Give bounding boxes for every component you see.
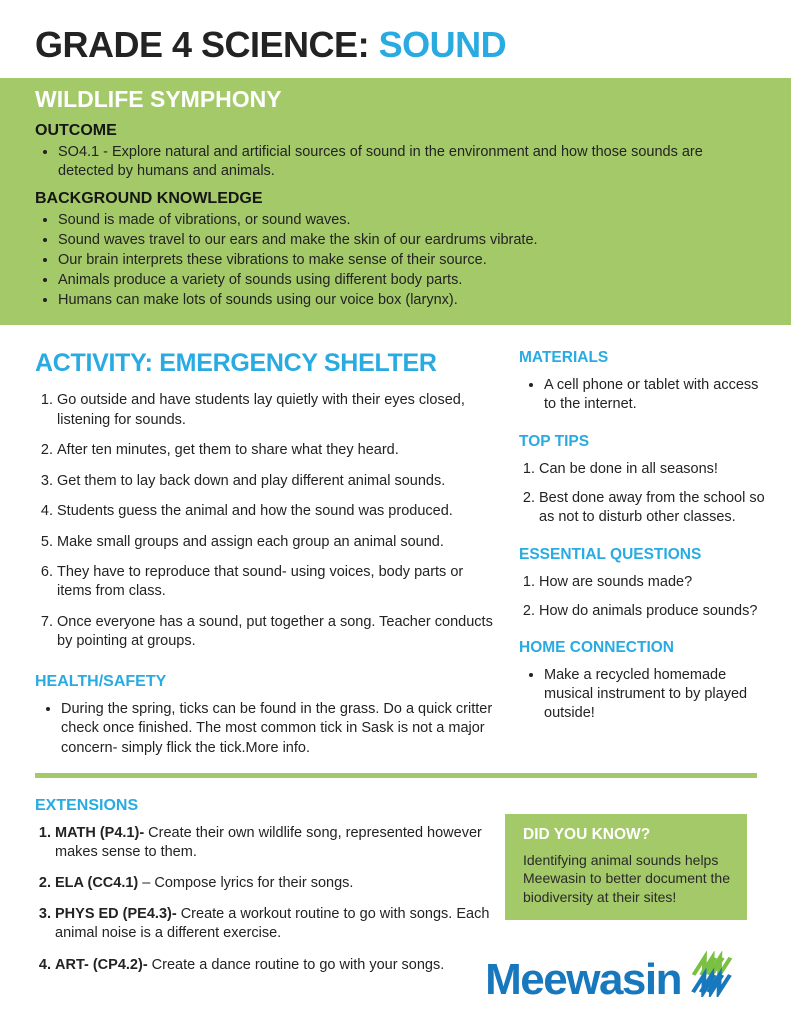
activity-step: 6. They have to reproduce that sound- using voices, body parts or items from class. [57, 563, 497, 602]
essential-questions-heading: ESSENTIAL QUESTIONS [519, 545, 702, 563]
essential-questions-list [519, 573, 766, 621]
essential-questions-section [519, 546, 766, 621]
lesson-name: WILDLIFE SYMPHONY [35, 85, 282, 112]
footer [485, 954, 736, 1004]
activity-step: 7. Once everyone has a sound, put together a song. Teacher conducts by pointing at groups. [57, 613, 497, 652]
outcome-heading: OUTCOME [35, 121, 117, 139]
health-safety-list [35, 700, 497, 758]
background-knowledge-heading: BACKGROUND KNOWLEDGE [35, 189, 263, 207]
extensions-section [35, 797, 495, 987]
home-connection-heading: HOME CONNECTION [519, 639, 674, 657]
list-item: 1. Can be done in all seasons! [539, 460, 766, 479]
list-item: • Humans can make lots of sounds using our voice box (larynx). [58, 291, 753, 310]
home-connection-section [519, 639, 766, 723]
list-item: 2. Best done away from the school so as not to disturb other classes. [539, 489, 766, 527]
outcome-list [35, 143, 753, 181]
did-you-know-box [505, 814, 747, 920]
extension-subject: ELA (CC4.1) [55, 875, 139, 892]
top-tips-heading: TOP TIPS [519, 433, 590, 451]
page-title-black: GRADE 4 SCIENCE: [35, 24, 379, 65]
list-item: • Sound waves travel to our ears and make the skin of our eardrums vibrate. [58, 231, 753, 250]
extension-text: Create their own wildlife song, represented however makes sense to them. [55, 824, 482, 861]
extension-item [55, 905, 495, 943]
activity-step: 1. Go outside and have students lay quietly with their eyes closed, listening for sounds. [57, 391, 497, 430]
list-item: • Our brain interprets these vibrations to make sense of their source. [58, 251, 753, 270]
activity-steps [35, 391, 497, 651]
home-connection-list [519, 666, 766, 723]
extensions-list [35, 824, 495, 975]
activity-heading: ACTIVITY: EMERGENCY SHELTER [35, 349, 437, 378]
list-item: 1. How are sounds made? [539, 573, 766, 592]
list-item: 2. How do animals produce sounds? [539, 602, 766, 621]
extension-text: Create a dance routine to go with your songs. [147, 956, 445, 973]
extension-subject: PHYS ED (PE4.3)- [55, 906, 177, 923]
did-you-know-heading: DID YOU KNOW? [523, 825, 651, 843]
activity-step: 5. Make small groups and assign each group an animal sound. [57, 533, 497, 552]
lesson-banner [0, 78, 791, 326]
list-item: • Sound is made of vibrations, or sound waves. [58, 211, 753, 230]
materials-section [519, 349, 766, 414]
materials-list [519, 376, 766, 414]
extension-subject: MATH (P4.1)- [55, 824, 145, 841]
top-tips-section [519, 433, 766, 527]
meewasin-logo-text: Meewasin [485, 954, 681, 1004]
top-tips-list [519, 460, 766, 527]
list-item: • Make a recycled homemade musical instrument to by played outside! [544, 666, 766, 723]
extension-item [55, 874, 495, 893]
page-header [0, 0, 791, 65]
page-title [35, 25, 756, 65]
extensions-heading: EXTENSIONS [35, 796, 139, 814]
activity-step: 3. Get them to lay back down and play different animal sounds. [57, 472, 497, 491]
activity-column [35, 349, 497, 757]
activity-step: 2. After ten minutes, get them to share what they heard. [57, 441, 497, 460]
extension-item [55, 824, 495, 862]
health-safety-heading: HEALTH/SAFETY [35, 672, 167, 690]
meewasin-zigzag-icon [686, 951, 736, 1002]
extension-text: – Compose lyrics for their songs. [138, 875, 354, 892]
page-title-accent: SOUND [378, 24, 507, 65]
list-item: • Animals produce a variety of sounds using different body parts. [58, 271, 753, 290]
extension-subject: ART- (CP4.2)- [55, 956, 148, 973]
extension-text: Create a workout routine to go with songs. Each animal noise is a different exercise. [55, 906, 490, 942]
sidebar-column [519, 349, 766, 757]
background-knowledge-list [35, 211, 753, 311]
extension-item [55, 956, 495, 975]
activity-step: 4. Students guess the animal and how the sound was produced. [57, 502, 497, 521]
list-item: • A cell phone or tablet with access to the internet. [544, 376, 766, 414]
list-item: • During the spring, ticks can be found in the grass. Do a quick critter check once finished. The most common tick in Sask is not a major concern- simply flick the tick.More info. [61, 700, 497, 758]
main-content [0, 325, 791, 757]
list-item: • SO4.1 - Explore natural and artificial sources of sound in the environment and how those sounds are detected by humans and animals. [58, 143, 753, 181]
did-you-know-body: Identifying animal sounds helps Meewasin to better document the biodiversity at their sites! [523, 851, 731, 905]
materials-heading: MATERIALS [519, 349, 609, 367]
